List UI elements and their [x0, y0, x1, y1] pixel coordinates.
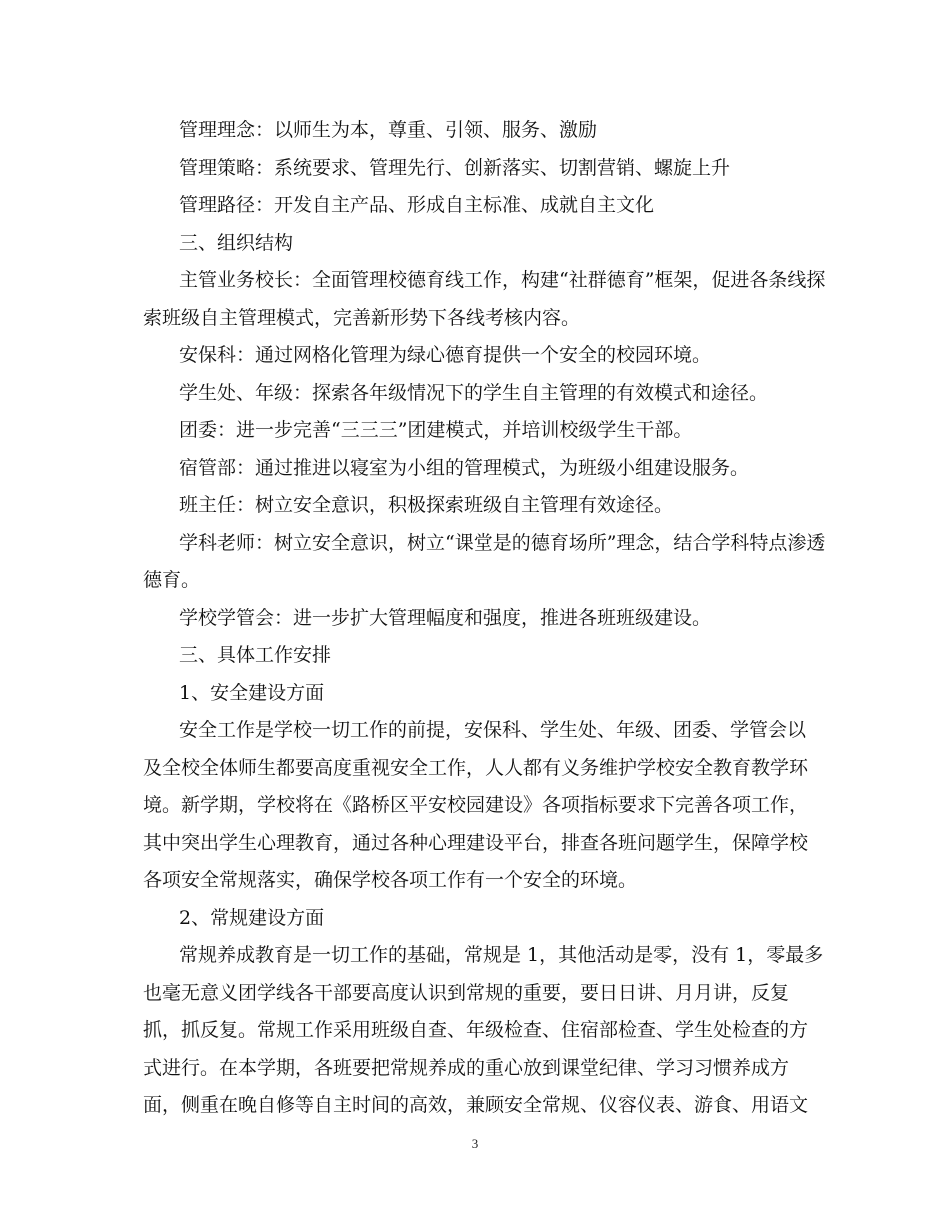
- page-number: 3: [471, 1136, 479, 1151]
- text-line: 境。新学期，学校将在《路桥区平安校园建设》各项指标要求下完善各项工作，: [143, 794, 809, 816]
- text-line: 及全校全体师生都要高度重视安全工作，人人都有义务维护学校安全教育教学环: [143, 756, 809, 779]
- text-line: 各项安全常规落实，确保学校各项工作有一个安全的环境。: [143, 869, 638, 891]
- text-line: 索班级自主管理模式，完善新形势下各线考核内容。: [143, 306, 581, 329]
- text-line: 团委：进一步完善“三三三”团建模式，并培训校级学生干部。: [179, 419, 693, 441]
- text-line: 主管业务校长：全面管理校德育线工作，构建“社群德育”框架，促进各条线探: [179, 269, 826, 291]
- text-line: 学科老师：树立安全意识，树立“课堂是的德育场所”理念，结合学科特点渗透: [179, 531, 826, 554]
- text-line: 安全工作是学校一切工作的前提，安保科、学生处、年级、团委、学管会以: [179, 719, 807, 741]
- text-line: 2、常规建设方面: [179, 906, 325, 929]
- text-line: 学校学管会：进一步扩大管理幅度和强度，推进各班班级建设。: [179, 606, 712, 629]
- text-line: 学生处、年级：探索各年级情况下的学生自主管理的有效模式和途径。: [179, 381, 769, 404]
- text-line: 抓，抓反复。常规工作采用班级自查、年级检查、住宿部检查、学生处检查的方: [143, 1019, 809, 1041]
- text-line: 三、组织结构: [179, 231, 294, 254]
- text-line: 管理路径：开发自主产品、形成自主标准、成就自主文化: [179, 194, 655, 216]
- text-line: 宿管部：通过推进以寝室为小组的管理模式，为班级小组建设服务。: [179, 456, 750, 479]
- text-line: 德育。: [143, 569, 201, 591]
- text-line: 常规养成教育是一切工作的基础，常规是 1，其他活动是零，没有 1，零最多: [179, 944, 824, 966]
- text-line: 1、安全建设方面: [179, 681, 325, 704]
- text-line: 面，侧重在晚自修等自主时间的高效，兼顾安全常规、仪容仪表、游食、用语文: [143, 1094, 809, 1116]
- text-line: 三、具体工作安排: [179, 644, 332, 666]
- text-line: 管理理念：以师生为本，尊重、引领、服务、激励: [179, 119, 598, 141]
- text-line: 班主任：树立安全意识，积极探索班级自主管理有效途径。: [179, 494, 674, 516]
- text-line: 安保科：通过网格化管理为绿心德育提供一个安全的校园环境。: [179, 344, 712, 366]
- text-line: 管理策略：系统要求、管理先行、创新落实、切割营销、螺旋上升: [179, 156, 731, 179]
- text-line: 也毫无意义团学线各干部要高度认识到常规的重要，要日日讲、月月讲，反复: [143, 981, 790, 1004]
- text-line: 其中突出学生心理教育，通过各种心理建设平台，排查各班问题学生，保障学校: [143, 831, 809, 854]
- text-line: 式进行。在本学期，各班要把常规养成的重心放到课堂纪律、学习习惯养成方: [143, 1056, 790, 1079]
- document-body: [143, 112, 826, 1125]
